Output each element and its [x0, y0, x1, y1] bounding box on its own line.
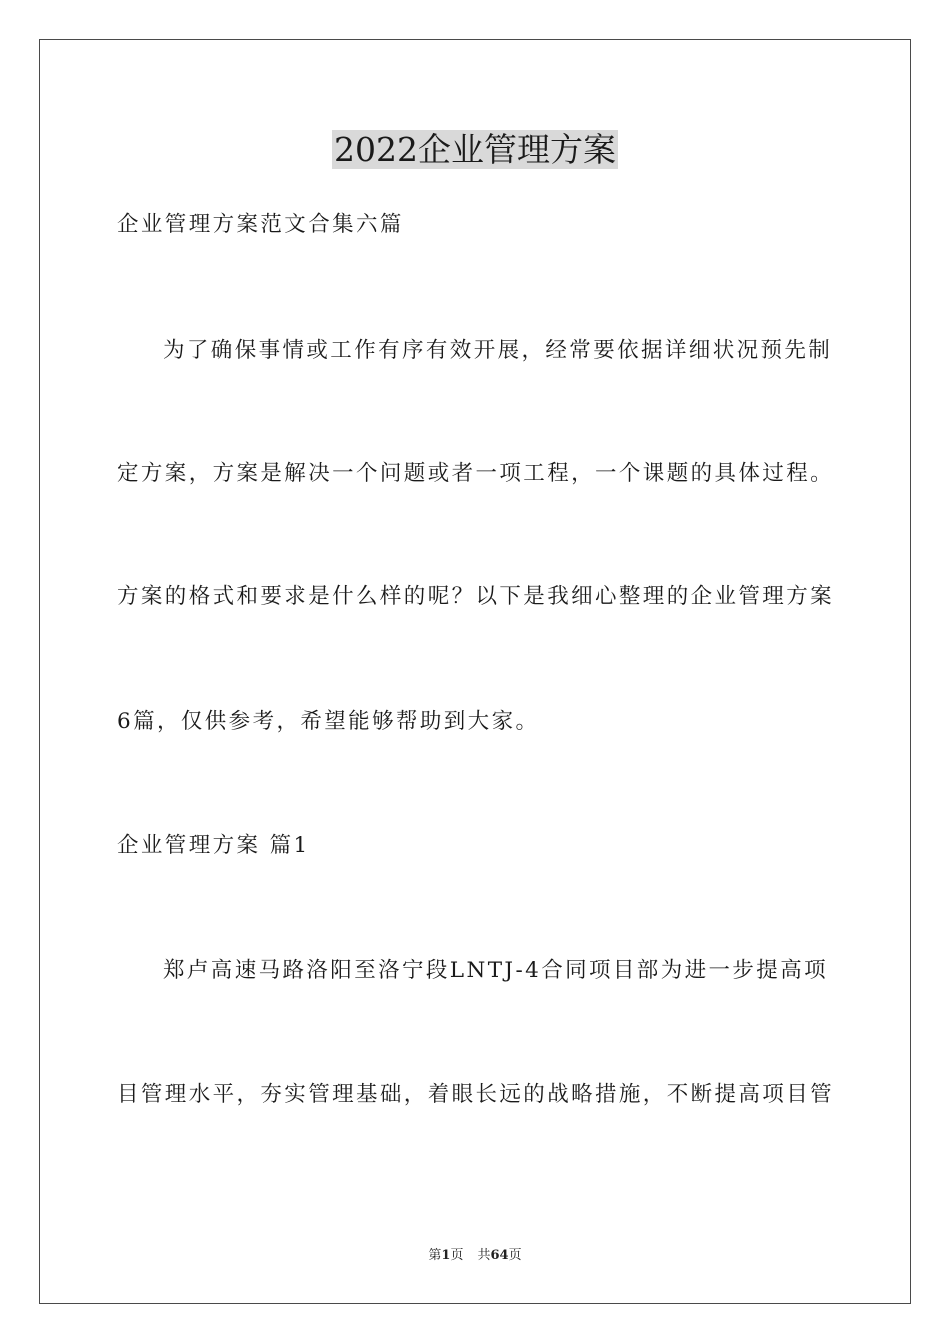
section-heading: 企业管理方案 篇1: [117, 833, 310, 858]
document-title: [0, 124, 950, 176]
paragraph-line-1: 为了确保事情或工作有序有效开展，经常要依据详细状况预先制: [163, 338, 833, 363]
paragraph-line-5: 郑卢高速马路洛阳至洛宁段LNTJ-4合同项目部为进一步提高项: [163, 958, 828, 983]
footer-page-number: 1: [441, 1248, 451, 1263]
paragraph-line-6: 目管理水平，夯实管理基础，着眼长远的战略措施，不断提高项目管: [117, 1082, 835, 1107]
footer-total-prefix: 共: [477, 1248, 491, 1263]
document-title-text: 2022企业管理方案: [334, 130, 616, 169]
footer-total-suffix: 页: [508, 1248, 522, 1263]
document-subtitle: 企业管理方案范文合集六篇: [117, 212, 404, 237]
footer-page-suffix: 页: [450, 1248, 464, 1263]
paragraph-line-4: 6篇，仅供参考，希望能够帮助到大家。: [117, 709, 540, 734]
footer-total-pages: 64: [490, 1248, 509, 1263]
footer-page-prefix: 第: [428, 1248, 442, 1263]
paragraph-line-2: 定方案，方案是解决一个问题或者一项工程，一个课题的具体过程。: [117, 461, 835, 486]
paragraph-line-3: 方案的格式和要求是什么样的呢？以下是我细心整理的企业管理方案: [117, 584, 835, 609]
page-footer: [0, 1247, 950, 1265]
